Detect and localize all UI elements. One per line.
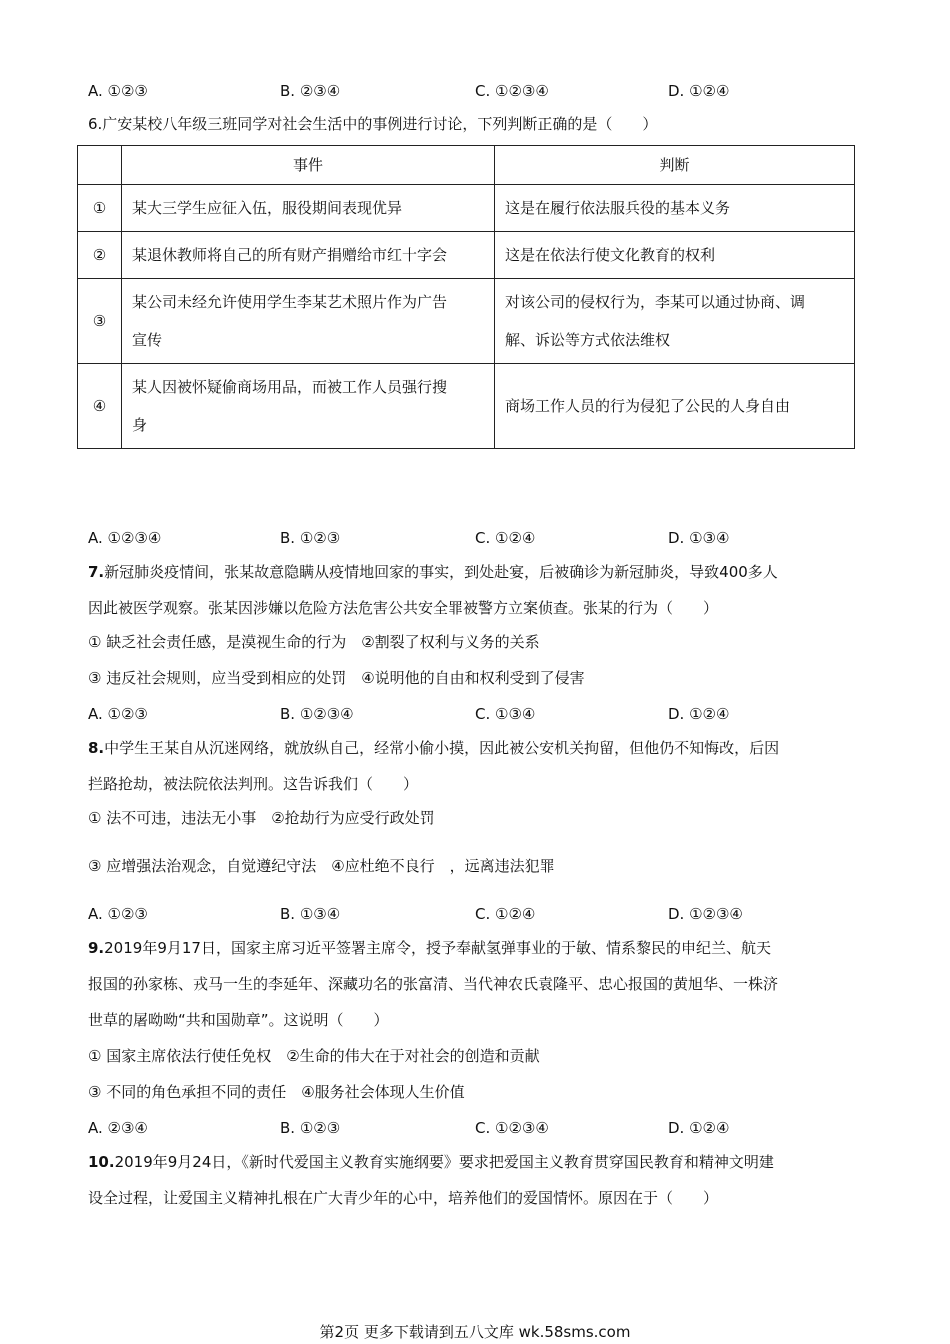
q8-option-b: B. ①③④ — [280, 905, 341, 923]
q10-stem-line-2: 设全过程，让爱国主义精神扎根在广大青少年的心中，培养他们的爱国情怀。原因在于（ ） — [88, 1189, 719, 1207]
q6-event-text: 某公司未经允许使用学生李某艺术照片作为广告 — [132, 293, 448, 311]
q10-stem-text: 2019年9月24日，《新时代爱国主义教育实施纲要》要求把爱国主义教育贯穿国民教育和精神文明建 — [114, 1153, 774, 1171]
q6-row-num: ② — [78, 232, 122, 279]
q9-option-d: D. ①②④ — [668, 1119, 730, 1137]
q6-header-judgment: 判断 — [495, 146, 855, 185]
q7-number: 7. — [88, 563, 105, 581]
q6-table-header — [78, 146, 855, 185]
q6-row-event — [122, 279, 495, 364]
q6-judgment-text: 商场工作人员的行为侵犯了公民的人身自由 — [505, 397, 791, 415]
q6-judgment-text: 解、诉讼等方式依法维权 — [505, 331, 671, 349]
q8-stem-text: 中学生王某自从沉迷网络，就放纵自己，经常小偷小摸，因此被公安机关拘留，但他仍不知悔改，后因 — [104, 739, 780, 757]
q6-table — [77, 145, 855, 449]
q9-stem-line-3: 世草的屠呦呦“共和国勋章”。这说明（ ） — [88, 1011, 389, 1029]
q8-option-c: C. ①②④ — [475, 905, 536, 923]
q9-stem-line-2: 报国的孙家栋、戎马一生的李延年、深藏功名的张富清、当代神农氏袁隆平、忠心报国的黄旭华、一株济 — [88, 975, 779, 993]
q6-row-judgment — [495, 232, 855, 279]
q7-stem-line-1 — [88, 561, 778, 583]
table-row — [78, 185, 855, 232]
q6-row-judgment — [495, 364, 855, 449]
q6-header-event: 事件 — [122, 146, 495, 185]
q7-option-d: D. ①②④ — [668, 705, 730, 723]
q6-event-text: 宣传 — [132, 331, 163, 349]
q7-options — [88, 703, 848, 725]
table-row — [78, 364, 855, 449]
q9-stem-line-1 — [88, 937, 771, 959]
q6-event-text: 身 — [132, 416, 148, 434]
table-row — [78, 232, 855, 279]
q9-options — [88, 1117, 848, 1139]
q9-item-2: ③ 不同的角色承担不同的责任 ④服务社会体现人生价值 — [88, 1083, 465, 1101]
q6-row-event — [122, 185, 495, 232]
q6-row-judgment — [495, 185, 855, 232]
q9-number: 9. — [88, 939, 105, 957]
q6-option-c: C. ①②④ — [475, 529, 536, 547]
q6-event-text: 某大三学生应征入伍，服役期间表现优异 — [132, 199, 403, 217]
q7-item-2: ③ 违反社会规则，应当受到相应的处罚 ④说明他的自由和权利受到了侵害 — [88, 669, 585, 687]
q9-option-c: C. ①②③④ — [475, 1119, 549, 1137]
q8-options — [88, 903, 848, 925]
q6-row-judgment — [495, 279, 855, 364]
q6-judgment-text: 这是在履行依法服兵役的基本义务 — [505, 199, 731, 217]
q7-stem-line-2: 因此被医学观察。张某因涉嫌以危险方法危害公共安全罪被警方立案侦查。张某的行为（ ） — [88, 599, 719, 617]
q6-row-num: ④ — [78, 364, 122, 449]
q10-stem-line-1 — [88, 1151, 774, 1173]
q5-option-a: A. ①②③ — [88, 82, 148, 100]
q8-item-2: ③ 应增强法治观念，自觉遵纪守法 ④应杜绝不良行 ，远离违法犯罪 — [88, 857, 555, 875]
q5-options — [88, 80, 848, 102]
q6-row-event — [122, 232, 495, 279]
q6-stem: 6.广安某校八年级三班同学对社会生活中的事例进行讨论，下列判断正确的是（ ） — [88, 115, 658, 133]
q8-number: 8. — [88, 739, 105, 757]
q6-option-b: B. ①②③ — [280, 529, 341, 547]
table-row — [78, 279, 855, 364]
q6-event-text: 某退休教师将自己的所有财产捐赠给市红十字会 — [132, 246, 448, 264]
page-footer: 第2页 更多下载请到五八文库 wk.58sms.com — [319, 1323, 631, 1341]
q7-option-b: B. ①②③④ — [280, 705, 354, 723]
q7-item-1: ① 缺乏社会责任感，是漠视生命的行为 ②割裂了权利与义务的关系 — [88, 633, 540, 651]
q8-option-d: D. ①②③④ — [668, 905, 743, 923]
q10-number: 10. — [88, 1153, 115, 1171]
q8-item-1: ① 法不可违，违法无小事 ②抢劫行为应受行政处罚 — [88, 809, 435, 827]
q5-option-c: C. ①②③④ — [475, 82, 549, 100]
q9-stem-text: 2019年9月17日，国家主席习近平签署主席令，授予奉献氢弹事业的于敏、情系黎民的申纪兰、航天 — [104, 939, 771, 957]
q6-judgment-text: 这是在依法行使文化教育的权利 — [505, 246, 716, 264]
q8-stem-line-1 — [88, 737, 779, 759]
q7-stem-text: 新冠肺炎疫情间，张某故意隐瞒从疫情地回家的事实，到处赴宴，后被确诊为新冠肺炎，导致400多人 — [104, 563, 778, 581]
q9-item-1: ① 国家主席依法行使任免权 ②生命的伟大在于对社会的创造和贡献 — [88, 1047, 540, 1065]
q7-option-c: C. ①③④ — [475, 705, 536, 723]
q8-option-a: A. ①②③ — [88, 905, 148, 923]
q6-event-text: 某人因被怀疑偷商场用品，而被工作人员强行搜 — [132, 378, 448, 396]
q8-stem-line-2: 拦路抢劫，被法院依法判刑。这告诉我们（ ） — [88, 775, 419, 793]
q5-option-b: B. ②③④ — [280, 82, 341, 100]
q6-judgment-text: 对该公司的侵权行为，李某可以通过协商、调 — [505, 293, 806, 311]
q6-row-num: ① — [78, 185, 122, 232]
q6-option-a: A. ①②③④ — [88, 529, 162, 547]
q6-row-num: ③ — [78, 279, 122, 364]
q9-option-b: B. ①②③ — [280, 1119, 341, 1137]
q6-header-num — [78, 146, 122, 185]
q7-option-a: A. ①②③ — [88, 705, 148, 723]
q6-option-d: D. ①③④ — [668, 529, 730, 547]
q6-options — [88, 527, 848, 549]
q6-row-event — [122, 364, 495, 449]
q9-option-a: A. ②③④ — [88, 1119, 148, 1137]
q5-option-d: D. ①②④ — [668, 82, 730, 100]
